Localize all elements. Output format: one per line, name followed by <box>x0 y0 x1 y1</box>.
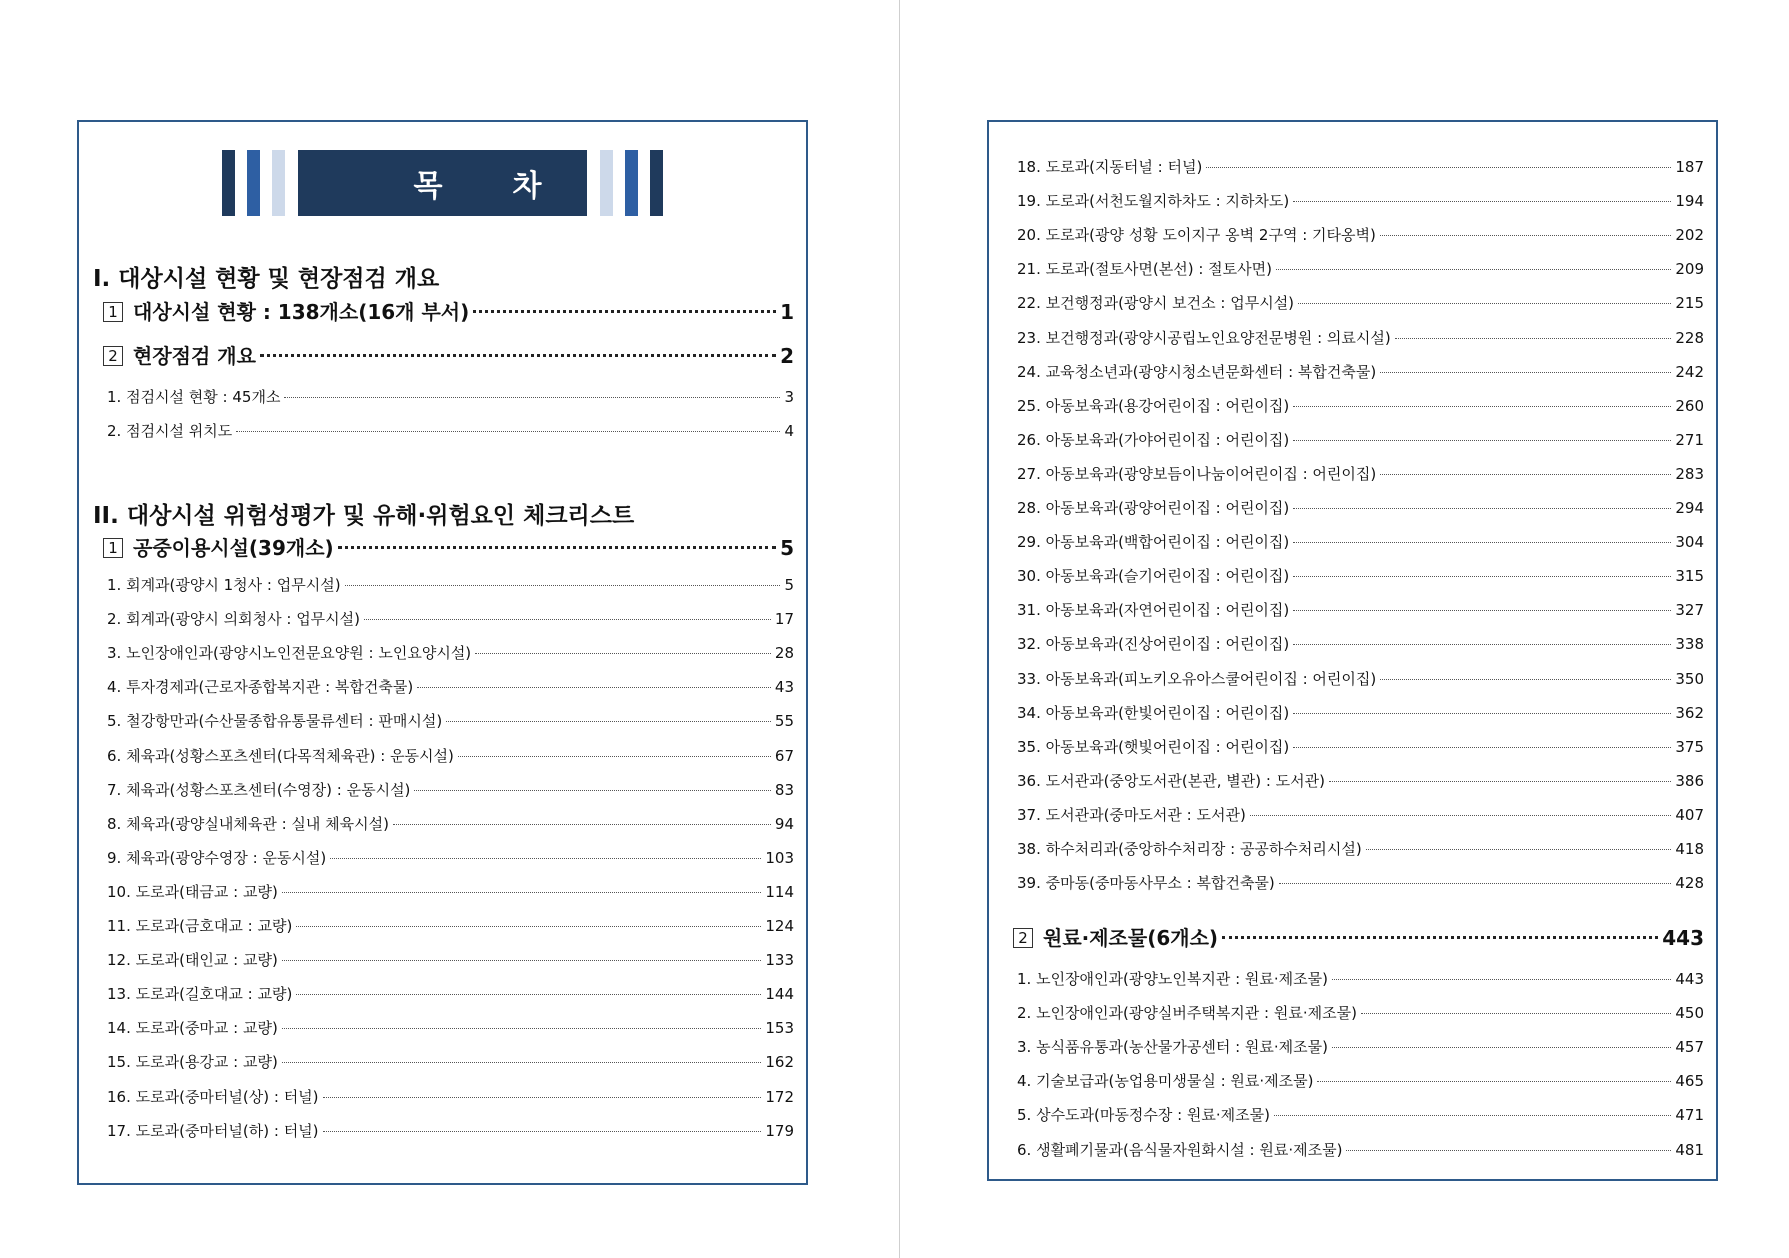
toc-item[interactable] <box>1017 1036 1704 1057</box>
toc-item[interactable] <box>107 386 794 407</box>
toc-item-page: 17 <box>774 610 794 629</box>
banner-bar <box>600 150 613 216</box>
toc-item-page: 271 <box>1675 430 1704 449</box>
leader-dots <box>1298 303 1671 304</box>
section-page: 5 <box>780 536 794 560</box>
leader-dots <box>282 1028 762 1029</box>
toc-item[interactable] <box>107 710 794 731</box>
toc-item-label: 39. 중마동(중마동사무소 : 복합건축물) <box>1017 874 1275 893</box>
toc-item[interactable] <box>1017 292 1704 313</box>
toc-item[interactable] <box>1017 1070 1704 1091</box>
toc-item-page: 465 <box>1675 1072 1704 1091</box>
toc-item[interactable] <box>1017 395 1704 416</box>
toc-item-page: 194 <box>1675 192 1704 211</box>
section-page: 1 <box>780 300 794 324</box>
toc-item-label: 14. 도로과(중마교 : 교량) <box>107 1019 278 1038</box>
page-divider <box>899 0 900 1258</box>
toc-item-page: 209 <box>1675 260 1704 279</box>
leader-dots <box>1293 644 1671 645</box>
leader-dots <box>282 892 762 893</box>
toc-item-label: 16. 도로과(중마터널(상) : 터널) <box>107 1087 319 1106</box>
toc-item-page: 215 <box>1675 294 1704 313</box>
leader-dots <box>473 310 776 313</box>
toc-item-page: 55 <box>774 712 794 731</box>
toc-item-label: 28. 아동보육과(광양어린이집 : 어린이집) <box>1017 499 1290 517</box>
leader-dots <box>236 431 780 432</box>
leader-dots <box>284 397 780 398</box>
toc-item[interactable] <box>107 608 794 629</box>
leader-dots <box>364 619 771 620</box>
leader-dots <box>1380 474 1671 475</box>
toc-item-label: 5. 상수도과(마동정수장 : 원료·제조물) <box>1017 1106 1271 1125</box>
leader-dots <box>282 960 762 961</box>
leader-dots <box>393 824 771 825</box>
toc-item[interactable] <box>1017 1139 1704 1160</box>
toc-item-page: 304 <box>1675 533 1704 552</box>
leader-dots <box>417 687 771 688</box>
leader-dots <box>1293 201 1671 202</box>
toc-item[interactable] <box>1017 633 1704 654</box>
toc-item[interactable] <box>1017 565 1704 586</box>
leader-dots <box>260 354 776 357</box>
toc-item[interactable] <box>107 1051 794 1072</box>
toc-item-page: 94 <box>774 814 794 833</box>
toc-item-page: 294 <box>1675 499 1704 517</box>
toc-item-label: 20. 도로과(광양 성황 도이지구 옹벽 2구역 : 기타옹벽) <box>1017 226 1376 245</box>
toc-item[interactable] <box>1017 838 1704 859</box>
toc-item-label: 32. 아동보육과(진상어린이집 : 어린이집) <box>1017 635 1290 654</box>
banner-bar <box>247 150 260 216</box>
toc-item[interactable] <box>1017 770 1704 791</box>
toc-item-page: 228 <box>1675 328 1704 347</box>
leader-dots <box>1332 1047 1671 1048</box>
toc-item-page: 172 <box>765 1087 794 1106</box>
leader-dots <box>296 926 761 927</box>
toc-item-page: 67 <box>774 746 794 765</box>
toc-item-page: 315 <box>1675 567 1704 586</box>
toc-item-page: 43 <box>774 678 794 697</box>
toc-item-page: 481 <box>1675 1140 1704 1159</box>
toc-section[interactable] <box>103 296 794 325</box>
leader-dots <box>1293 406 1671 407</box>
toc-item-page: 375 <box>1675 737 1704 756</box>
toc-item-label: 1. 점검시설 현황 : 45개소 <box>107 388 281 406</box>
toc-item-page: 202 <box>1675 226 1704 245</box>
toc-item[interactable] <box>107 642 794 663</box>
toc-item-label: 2. 노인장애인과(광양실버주택복지관 : 원료·제조물) <box>1017 1004 1357 1023</box>
toc-item-label: 17. 도로과(중마터널(하) : 터널) <box>107 1121 319 1140</box>
toc-item-label: 3. 농식품유통과(농산물가공센터 : 원료·제조물) <box>1017 1038 1328 1057</box>
toc-item[interactable] <box>107 420 794 441</box>
toc-item-page: 3 <box>784 388 794 406</box>
toc-item-label: 37. 도서관과(중마도서관 : 도서관) <box>1017 805 1246 824</box>
section-number-box: 1 <box>103 302 123 322</box>
toc-item-page: 327 <box>1675 601 1704 620</box>
toc-item[interactable] <box>1017 872 1704 893</box>
toc-item[interactable] <box>107 915 794 936</box>
toc-item-page: 407 <box>1675 805 1704 824</box>
toc-item-label: 25. 아동보육과(용강어린이집 : 어린이집) <box>1017 396 1290 415</box>
toc-item-label: 10. 도로과(태금교 : 교량) <box>107 882 278 901</box>
toc-item[interactable] <box>107 1017 794 1038</box>
toc-item[interactable] <box>1017 463 1704 484</box>
leader-dots <box>296 994 761 995</box>
leader-dots <box>1317 1081 1671 1082</box>
toc-item-label: 18. 도로과(지동터널 : 터널) <box>1017 158 1203 176</box>
toc-item[interactable] <box>1017 736 1704 757</box>
toc-page-left <box>77 120 808 1185</box>
section-label: 공중이용시설(39개소) <box>133 536 334 560</box>
toc-item-label: 3. 노인장애인과(광양시노인전문요양원 : 노인요양시설) <box>107 644 472 663</box>
toc-item-label: 33. 아동보육과(피노키오유아스쿨어린이집 : 어린이집) <box>1017 669 1377 688</box>
toc-page-right <box>987 120 1718 1181</box>
toc-item-label: 2. 회계과(광양시 의회청사 : 업무시설) <box>107 610 361 629</box>
toc-item-page: 386 <box>1675 771 1704 790</box>
toc-item[interactable] <box>1017 599 1704 620</box>
part2-heading: II. 대상시설 위험성평가 및 유해·위험요인 체크리스트 <box>93 503 635 529</box>
leader-dots <box>1293 576 1671 577</box>
toc-item-label: 7. 체육과(성황스포츠센터(수영장) : 운동시설) <box>107 780 411 799</box>
toc-item-page: 283 <box>1675 464 1704 483</box>
banner-bar <box>650 150 663 216</box>
leader-dots <box>1276 269 1671 270</box>
toc-item[interactable] <box>1017 327 1704 348</box>
toc-item-page: 187 <box>1675 158 1704 176</box>
leader-dots <box>1346 1150 1671 1151</box>
toc-item-label: 23. 보건행정과(광양시공립노인요양전문병원 : 의료시설) <box>1017 328 1391 347</box>
leader-dots <box>1293 747 1671 748</box>
section-page: 2 <box>780 344 794 368</box>
toc-item-page: 443 <box>1675 970 1704 988</box>
toc-section[interactable] <box>103 340 794 369</box>
toc-section[interactable] <box>1013 922 1704 951</box>
toc-item-page: 428 <box>1675 874 1704 893</box>
toc-item-label: 12. 도로과(태인교 : 교량) <box>107 951 278 970</box>
toc-item-label: 19. 도로과(서천도월지하차도 : 지하차도) <box>1017 192 1290 211</box>
banner-bar <box>625 150 638 216</box>
leader-dots <box>1206 167 1671 168</box>
toc-item-label: 6. 생활폐기물과(음식물자원화시설 : 원료·제조물) <box>1017 1140 1343 1159</box>
leader-dots <box>1222 936 1658 939</box>
toc-item[interactable] <box>107 745 794 766</box>
toc-item-page: 457 <box>1675 1038 1704 1057</box>
toc-item-page: 153 <box>765 1019 794 1038</box>
toc-item-label: 15. 도로과(용강교 : 교량) <box>107 1053 278 1072</box>
leader-dots <box>282 1062 762 1063</box>
toc-item[interactable] <box>107 949 794 970</box>
section-page: 443 <box>1662 926 1704 950</box>
leader-dots <box>330 858 761 859</box>
toc-item-page: 450 <box>1675 1004 1704 1023</box>
toc-item[interactable] <box>107 779 794 800</box>
toc-item-label: 13. 도로과(길호대교 : 교량) <box>107 985 293 1004</box>
leader-dots <box>323 1097 762 1098</box>
toc-item[interactable] <box>1017 429 1704 450</box>
toc-item-page: 350 <box>1675 669 1704 688</box>
leader-dots <box>1380 235 1672 236</box>
toc-item-label: 1. 노인장애인과(광양노인복지관 : 원료·제조물) <box>1017 970 1328 988</box>
leader-dots <box>1380 679 1671 680</box>
toc-item-label: 29. 아동보육과(백합어린이집 : 어린이집) <box>1017 533 1290 552</box>
toc-item-page: 362 <box>1675 703 1704 722</box>
title-banner <box>79 150 806 216</box>
toc-item-label: 30. 아동보육과(슬기어린이집 : 어린이집) <box>1017 567 1290 586</box>
toc-item-label: 4. 투자경제과(근로자종합복지관 : 복합건축물) <box>107 678 414 697</box>
toc-item-page: 83 <box>774 780 794 799</box>
toc-item-label: 4. 기술보급과(농업용미생물실 : 원료·제조물) <box>1017 1072 1314 1091</box>
section-label: 대상시설 현황 : 138개소(16개 부서) <box>133 300 470 324</box>
part1-heading: I. 대상시설 현황 및 현장점검 개요 <box>93 266 440 292</box>
toc-item-label: 11. 도로과(금호대교 : 교량) <box>107 917 293 935</box>
leader-dots <box>1293 542 1671 543</box>
toc-item-page: 418 <box>1675 840 1704 858</box>
toc-item-label: 21. 도로과(절토사면(본선) : 절토사면) <box>1017 260 1272 279</box>
toc-item[interactable] <box>1017 1002 1704 1023</box>
toc-item-page: 114 <box>765 882 794 901</box>
toc-item-page: 103 <box>765 848 794 867</box>
toc-item[interactable] <box>107 1120 794 1141</box>
leader-dots <box>1293 508 1671 509</box>
toc-item-label: 5. 철강항만과(수산물종합유통물류센터 : 판매시설) <box>107 712 443 731</box>
section-label: 현장점검 개요 <box>133 344 256 368</box>
toc-item-label: 24. 교육청소년과(광양시청소년문화센터 : 복합건축물) <box>1017 362 1377 381</box>
toc-item-label: 26. 아동보육과(가야어린이집 : 어린이집) <box>1017 430 1290 449</box>
toc-item-page: 162 <box>765 1053 794 1072</box>
toc-item[interactable] <box>1017 804 1704 825</box>
toc-item-page: 124 <box>765 917 794 935</box>
toc-item[interactable] <box>1017 258 1704 279</box>
leader-dots <box>345 585 781 586</box>
leader-dots <box>1361 1013 1671 1014</box>
leader-dots <box>1250 815 1672 816</box>
toc-item-label: 36. 도서관과(중앙도서관(본관, 별관) : 도서관) <box>1017 771 1325 790</box>
leader-dots <box>323 1131 762 1132</box>
toc-item-label: 31. 아동보육과(자연어린이집 : 어린이집) <box>1017 601 1290 620</box>
toc-item[interactable] <box>107 813 794 834</box>
toc-item-label: 9. 체육과(광양수영장 : 운동시설) <box>107 848 327 867</box>
toc-item[interactable] <box>1017 361 1704 382</box>
toc-item-label: 27. 아동보육과(광양보듬이나눔이어린이집 : 어린이집) <box>1017 464 1377 483</box>
toc-item-page: 28 <box>774 644 794 663</box>
toc-item-label: 1. 회계과(광양시 1청사 : 업무시설) <box>107 576 341 594</box>
toc-item-page: 242 <box>1675 362 1704 381</box>
toc-item-label: 8. 체육과(광양실내체육관 : 실내 체육시설) <box>107 814 389 833</box>
leader-dots <box>1293 440 1671 441</box>
toc-item[interactable] <box>1017 224 1704 245</box>
leader-dots <box>1380 372 1671 373</box>
toc-item[interactable] <box>1017 497 1704 518</box>
leader-dots <box>1293 610 1671 611</box>
leader-dots <box>1329 781 1671 782</box>
leader-dots <box>1395 338 1672 339</box>
leader-dots <box>446 721 771 722</box>
section-label: 원료·제조물(6개소) <box>1043 926 1219 950</box>
toc-item[interactable] <box>1017 190 1704 211</box>
section-number-box: 2 <box>1013 928 1033 948</box>
leader-dots <box>1366 849 1672 850</box>
toc-item[interactable] <box>107 847 794 868</box>
banner-bar <box>272 150 285 216</box>
toc-item-label: 35. 아동보육과(햇빛어린이집 : 어린이집) <box>1017 737 1290 756</box>
toc-item[interactable] <box>107 983 794 1004</box>
section-number-box: 1 <box>103 538 123 558</box>
leader-dots <box>475 653 771 654</box>
toc-item[interactable] <box>107 676 794 697</box>
toc-item-label: 22. 보건행정과(광양시 보건소 : 업무시설) <box>1017 294 1295 313</box>
toc-item-page: 260 <box>1675 396 1704 415</box>
leader-dots <box>1274 1115 1671 1116</box>
title-char: 목 <box>413 169 513 204</box>
leader-dots <box>414 790 770 791</box>
leader-dots <box>1279 883 1672 884</box>
toc-item-page: 4 <box>784 422 794 440</box>
toc-item-page: 338 <box>1675 635 1704 654</box>
toc-item[interactable] <box>107 1086 794 1107</box>
toc-section[interactable] <box>103 532 794 561</box>
toc-item[interactable] <box>1017 668 1704 689</box>
toc-item-page: 471 <box>1675 1106 1704 1125</box>
leader-dots <box>1293 713 1671 714</box>
banner-bar <box>222 150 235 216</box>
toc-item-page: 133 <box>765 951 794 970</box>
toc-item-label: 2. 점검시설 위치도 <box>107 422 233 440</box>
leader-dots <box>458 756 771 757</box>
toc-item-page: 5 <box>784 576 794 594</box>
toc-item-page: 179 <box>765 1121 794 1140</box>
toc-item-label: 34. 아동보육과(한빛어린이집 : 어린이집) <box>1017 703 1290 722</box>
page-title <box>298 150 587 216</box>
toc-item[interactable] <box>107 881 794 902</box>
toc-item[interactable] <box>1017 156 1704 177</box>
toc-item[interactable] <box>1017 968 1704 989</box>
section-number-box: 2 <box>103 346 123 366</box>
leader-dots <box>1332 979 1671 980</box>
toc-item[interactable] <box>107 574 794 595</box>
toc-item-label: 6. 체육과(성황스포츠센터(다목적체육관) : 운동시설) <box>107 746 454 765</box>
toc-item-page: 144 <box>765 985 794 1004</box>
toc-item[interactable] <box>1017 531 1704 552</box>
toc-item-label: 38. 하수처리과(중앙하수처리장 : 공공하수처리시설) <box>1017 840 1362 858</box>
toc-item[interactable] <box>1017 1104 1704 1125</box>
title-char: 차 <box>512 169 542 204</box>
toc-item[interactable] <box>1017 702 1704 723</box>
leader-dots <box>338 546 776 549</box>
